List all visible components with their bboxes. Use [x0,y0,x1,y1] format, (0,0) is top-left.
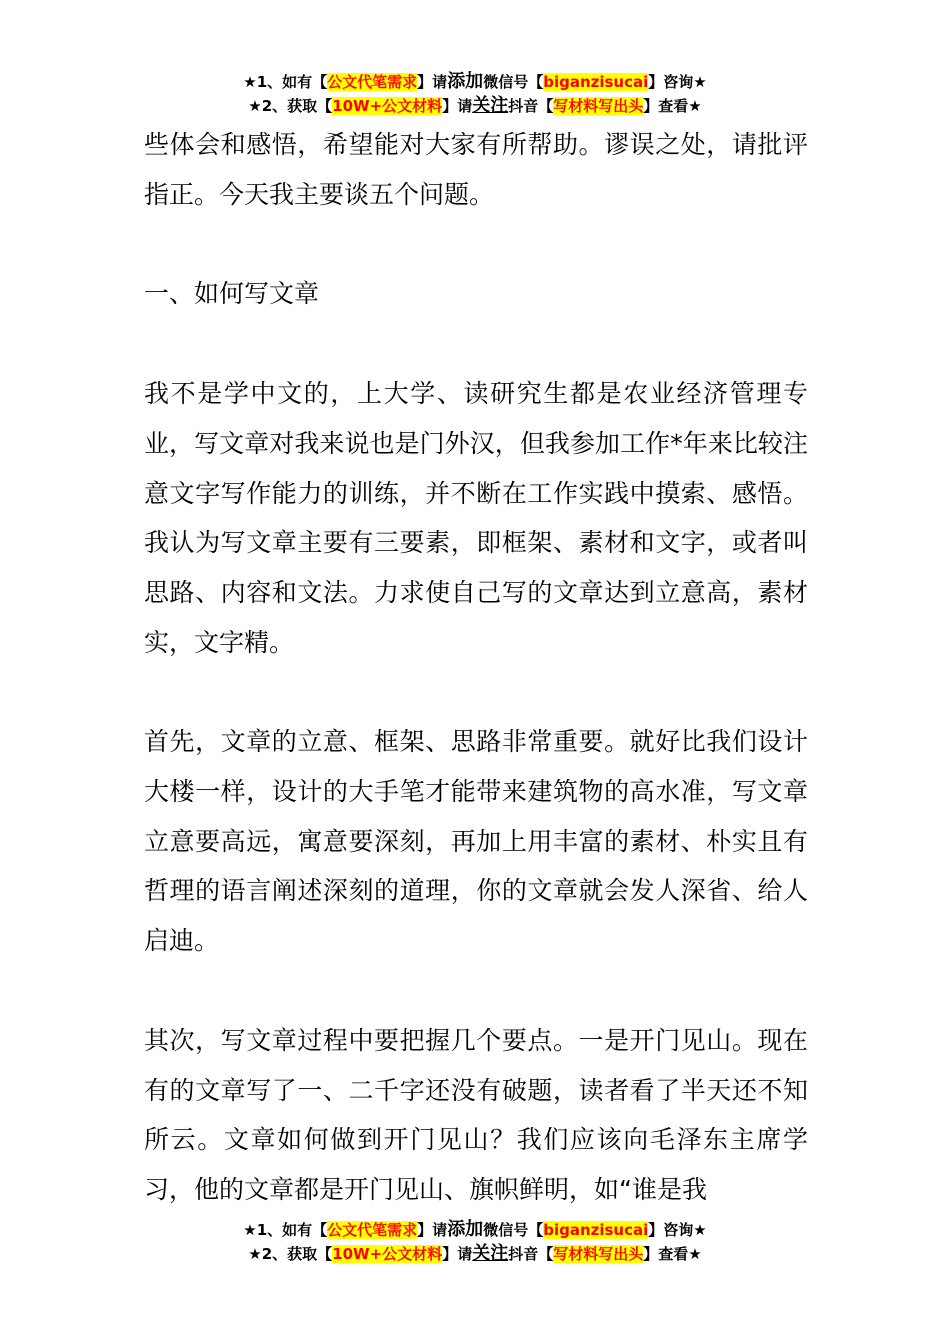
highlight-materials: 10W+公文材料 [332,1245,443,1263]
star-icon: ★ [243,1221,257,1239]
promo-banner-bottom [0,1218,950,1266]
highlight-douyin-account: 写材料写出头 [553,1245,644,1263]
star-icon: ★ [243,73,257,91]
promo-line-1: ★1、如有【公文代笔需求】请添加微信号【biganzisucai】咨询★ [243,1219,707,1240]
star-icon: ★ [248,1245,262,1263]
highlight-wechat-id: biganzisucai [543,73,649,91]
paragraph-intro: 些体会和感悟，希望能对大家有所帮助。谬误之处，请批评指正。今天我主要谈五个问题。 [144,130,808,209]
paragraph-first-point: 首先，文章的立意、框架、思路非常重要。就好比我们设计大楼一样，设计的大手笔才能带来建筑物的高水准，写文章立意要高远，寓意要深刻，再加上用丰富的素材、朴实且有哲理的语言阐述深刻的道理，你的文章就会发人深省、给人启迪。 [144,727,808,956]
star-icon: ★ [248,97,262,115]
promo-line-2: ★2、获取【10W+公文材料】请关注抖音【写材料写出头】查看★ [248,95,702,116]
document-body [144,120,808,1215]
highlight-materials: 10W+公文材料 [332,97,443,115]
highlight-ghostwriting: 公文代笔需求 [327,73,418,91]
promo-banner-top [0,70,950,118]
highlight-wechat-id: biganzisucai [543,1221,649,1239]
highlight-ghostwriting: 公文代笔需求 [327,1221,418,1239]
paragraph-second-point: 其次，写文章过程中要把握几个要点。一是开门见山。现在有的文章写了一、二千字还没有破题，读者看了半天还不知所云。文章如何做到开门见山？我们应该向毛泽东主席学习，他的文章都是开门见山、旗帜鲜明，如“谁是我 [144,1025,808,1204]
highlight-douyin-account: 写材料写出头 [553,97,644,115]
paragraph-writing-elements: 我不是学中文的，上大学、读研究生都是农业经济管理专业，写文章对我来说也是门外汉，但我参加工作*年来比较注意文字写作能力的训练，并不断在工作实践中摸索、感悟。我认为写文章主要有三要素，即框架、素材和文字，或者叫思路、内容和文法。力求使自己写的文章达到立意高，素材实，文字精。 [144,379,808,657]
promo-line-1: ★1、如有【公文代笔需求】请添加微信号【biganzisucai】咨询★ [243,71,707,92]
section-heading-1: 一、如何写文章 [144,279,320,309]
promo-line-2: ★2、获取【10W+公文材料】请关注抖音【写材料写出头】查看★ [248,1243,702,1264]
